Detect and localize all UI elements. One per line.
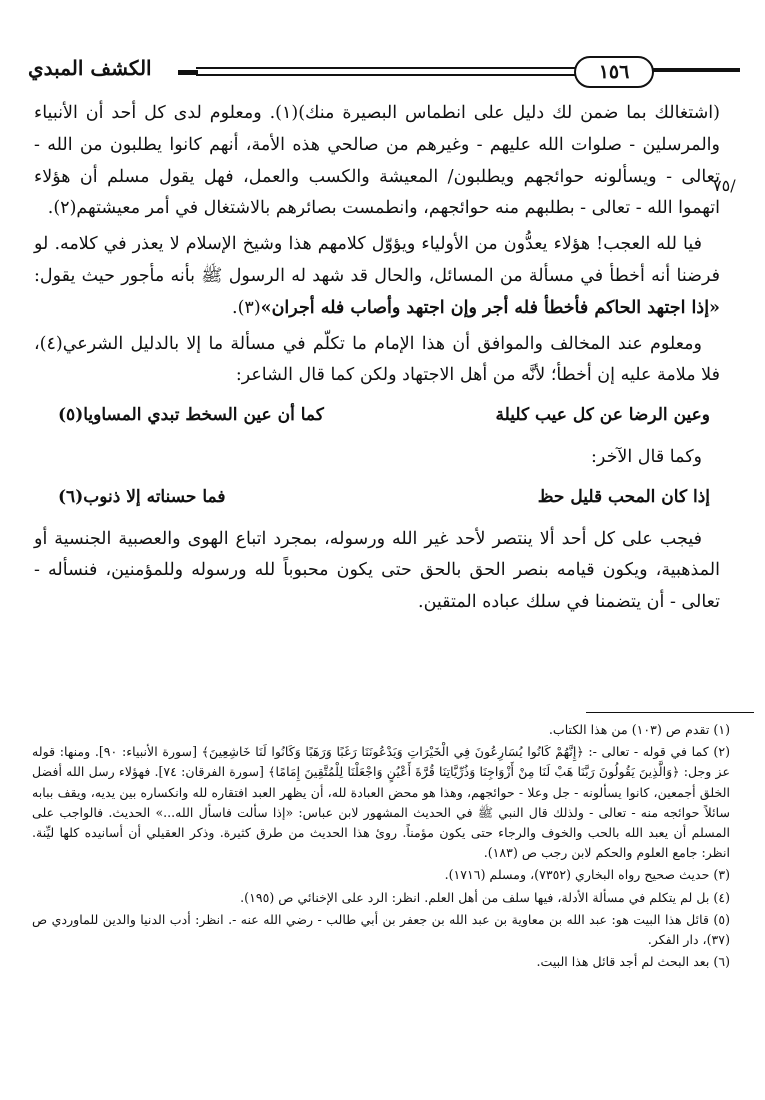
paragraph-1: (اشتغالك بما ضمن لك دليل على انطماس البصيرة منك)(١). ومعلوم لدى كل أحد أن الأنبياء والمرسلين - صلوات الله عليهم - وغيرهم من صالحي هذه الأمة، أنهم كانوا يطلبون من الله - تعالى - ويسألونه حوائجهم ويطلبون/ المعيشة والكسب والعمل، فهل يقول مسلم أن هؤلاء اتهموا الله - تعالى - بطلبهم منه حوائجهم، وانطمست بصائرهم بالاشتغال في أمر معيشتهم(٢).: [34, 103, 720, 219]
paragraph-2: [34, 229, 720, 324]
footnote-5: (٥) قائل هذا البيت هو: عبد الله بن معاوية بن عبد الله بن جعفر بن أبي طالب - رضي الله عنه -. انظر: أدب الدنيا والدين للماوردي ص (٣٧)، دار الفكر.: [32, 911, 730, 948]
book-title: الكشف المبدي: [28, 56, 152, 80]
poetry-verse-2: [34, 482, 720, 514]
verse-2-second-hemistich: فما حسناته إلا ذنوب(٦): [58, 486, 226, 507]
poetry-verse-1: [34, 400, 720, 432]
verse-1-second-hemistich: كما أن عين السخط تبدي المساويا(٥): [58, 405, 324, 426]
header-tail-rule: [652, 68, 740, 72]
paragraph-3: ومعلوم عند المخالف والموافق أن هذا الإمام ما تكلّم في مسألة ما إلا بالدليل الشرعي(٤)، فلا ملامة عليه إن أخطأ؛ لأنَّه من أهل الاجتهاد ولكن كما قال الشاعر:: [34, 333, 720, 386]
verse-1-first-hemistich: وعين الرضا عن كل عيب كليلة: [495, 405, 710, 426]
page-header: [28, 52, 740, 92]
hadith-quote: «إذا اجتهد الحاكم فأخطأ فله أجر وإن اجتهد وأصاب فله أجران»: [260, 297, 720, 318]
footnote-4: (٤) بل لم يتكلم في مسألة الأدلة، فيها سلف من أهل العلم. انظر: الرد على الإخنائي ص (١٩٥).: [240, 889, 730, 905]
footnote-2: (٢) كما في قوله - تعالى -: ﴿إِنَّهُمْ كَانُوا يُسَارِعُونَ فِي الْخَيْرَاتِ وَيَدْعُونَنَا رَغَبًا وَرَهَبًا وَكَانُوا لَنَا خَاشِعِينَ﴾ [سورة الأنبياء: ٩٠]. ومنها: قوله عز وجل: ﴿وَالَّذِينَ يَقُولُونَ رَبَّنَا هَبْ لَنَا مِنْ أَزْوَاجِنَا وَذُرِّيَّاتِنَا قُرَّةَ أَعْيُنٍ وَاجْعَلْنَا لِلْمُتَّقِينَ إِمَامًا﴾ [سورة الفرقان: ٧٤]. فهؤلاء رسل الله أفضل الخلق أجمعين، كانوا يسألونه - جل وعلا - حوائجهم، وهذا هو محض العبادة لله، أن يظهر العبد افتقاره لله وانكساره بين يديه، ويقف ببابه سائلاً حوائجه منه - تعالى - ولذلك قال النبي ﷺ في الحديث المشهور لابن عباس: «إذا سألت فاسأل الله...» الحديث. فالواجب على المسلم أن يعبد الله بالحب والخوف والرجاء حتى يكون مؤمناً. روئ هذا الحديث من طرق كثيرة. وذكر العقيلي أن أسانيده كلها ليِّنة. انظر: جامع العلوم والحكم لابن رجب ص (١٨٣).: [32, 744, 730, 861]
footnote-1: (١) تقدم ص (١٠٣) من هذا الكتاب.: [548, 722, 730, 737]
footnote-3: (٣) حديث صحيح رواه البخاري (٧٣٥٢)، ومسلم (١٧١٦).: [444, 867, 730, 883]
footnotes: [32, 720, 730, 974]
footnote-separator: [586, 712, 754, 713]
header-dash: [178, 70, 198, 75]
main-text: [34, 98, 720, 623]
paragraph-4: وكما قال الآخر:: [591, 446, 702, 467]
footnote-ref-3: (٣).: [232, 297, 261, 318]
footnote-6: (٦) بعد البحث لم أجد قائل هذا البيت.: [536, 954, 730, 970]
paragraph-5: فيجب على كل أحد ألا ينتصر لأحد غير الله ورسوله، بمجرد اتباع الهوى والعصبية الجنسية أو المذهبية، ويكون قيامه بنصر الحق بالحق حتى يكون محبوباً لله ورسوله وللمؤمنين، فنسأله - تعالى - أن يتضمنا في سلك عباده المتقين.: [34, 528, 720, 613]
manuscript-folio-number: ٧٥/: [713, 176, 736, 195]
paragraph-2-text: فيا لله العجب! هؤلاء يعدُّون من الأولياء ويؤوّل كلامهم هذا وشيخ الإسلام لا يعذر في كلامه. لو فرضنا أنه أخطأ في مسألة من المسائل، والحال قد شهد له الرسول ﷺ بأنه مأجور حيث يقول:: [34, 234, 720, 286]
verse-2-first-hemistich: إذا كان المحب قليل حظ: [537, 486, 710, 507]
page-number: ١٥٦: [574, 56, 654, 88]
